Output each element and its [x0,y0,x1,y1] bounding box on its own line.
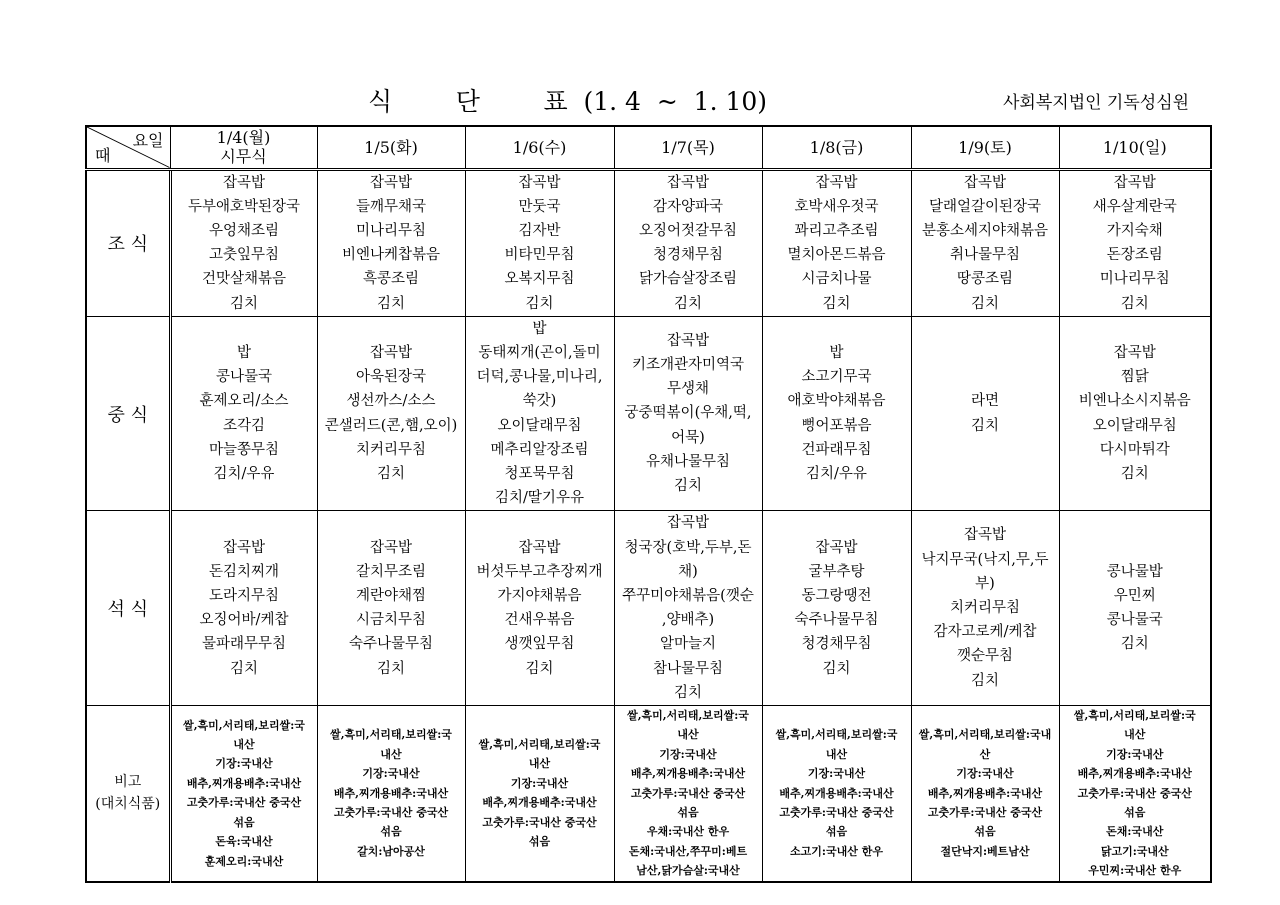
menu-item: 생선까스/소스 [346,393,436,410]
menu-cell [317,169,465,316]
menu-item: ,양배추) [661,612,715,629]
menu-item: 새우살계란국 [1092,198,1177,215]
menu-item: 오복지무침 [504,271,575,288]
meal-schedule-table [85,125,1212,883]
day-date: 1/7(목) [661,137,715,157]
menu-item: 쑥갓) [522,393,557,410]
note-line: 섞음 [233,815,255,829]
menu-item: 잡곡밥 [815,174,858,191]
note-line: 내산 [380,747,402,761]
note-line: 돈육:국내산 [215,835,273,849]
note-line: 닭고기:국내산 [1100,844,1169,858]
menu-items [1062,171,1209,316]
menu-item: 밥 [236,344,251,361]
menu-item: 낙지무국(낙지,무,두 [921,551,1049,568]
menu-item: 김치 [822,295,851,312]
menu-cell [911,511,1059,706]
menu-item: 쭈꾸미야채볶음(깻순 [622,587,754,604]
note-line: 배추,찌개용배추:국내산 [482,796,597,810]
dinner-row [86,511,1211,706]
menu-item: 궁중떡볶이(우채,떡, [624,405,752,422]
menu-item: 만둣국 [518,198,561,215]
menu-item: 돈김치찌개 [208,563,280,580]
note-line: 쌀,흑미,서리태,보리쌀:국 [330,728,452,742]
menu-item: 감자고로케/케찹 [933,624,1037,641]
note-line: 고춧가루:국내산 중국산 [482,815,597,829]
menu-item: 잡곡밥 [815,539,858,556]
menu-cell [465,316,614,511]
menu-item: 알마늘지 [659,636,717,653]
note-line: 쌀,흑미,서리태,보리쌀:국 [1073,708,1196,722]
menu-item: 청국장(호박,두부,돈 [624,539,752,556]
menu-item: 더덕,콩나물,미나리, [476,369,603,386]
note-line: 쌀,흑미,서리태,보리쌀:국 [183,718,305,732]
menu-items [914,389,1057,437]
menu-item: 버섯두부고추장찌개 [476,563,603,580]
menu-item: 굴부추탕 [808,563,865,580]
menu-item: 조각김 [222,417,266,434]
menu-item: 김치 [1120,465,1149,482]
menu-item: 부) [975,575,995,592]
note-line: 기장:국내산 [956,767,1014,781]
menu-cell [614,316,762,511]
day-date: 1/4(월) [216,128,271,148]
menu-items [320,171,463,316]
menu-item: 김치 [525,660,554,677]
note-line: 섞음 [528,835,551,849]
menu-item: 잡곡밥 [222,539,266,556]
menu-items [174,341,315,486]
note-line: 섞음 [825,825,848,839]
day-header [614,126,762,169]
menu-item: 마늘쫑무침 [208,441,280,458]
day-header [170,126,317,169]
menu-item: 잡곡밥 [666,332,710,349]
menu-item: 잡곡밥 [518,174,561,191]
menu-item: 닭가슴살장조림 [638,271,738,288]
day-header [762,126,911,169]
row-label-breakfast: 조 식 [86,169,170,316]
menu-cell [614,169,762,316]
menu-item: 콘샐러드(콘,햄,오이) [324,417,458,434]
menu-items [174,536,315,681]
origin-notes [468,735,612,851]
note-line: 기장:국내산 [362,767,420,781]
menu-item: 밥 [829,344,844,361]
note-line: 돈채:국내산,쭈꾸미:베트 [628,844,748,858]
menu-item: 건파래무침 [801,441,872,458]
origin-notes [320,725,463,861]
menu-cell [911,316,1059,511]
menu-items [320,341,463,486]
note-line: 쌀,흑미,서리태,보리쌀:국 [775,728,898,742]
menu-item: 훈제오리/소스 [199,393,289,410]
menu-item: 청포묵무침 [504,465,575,482]
note-line: 배추,찌개용배추:국내산 [186,776,302,790]
note-line: 기장:국내산 [510,776,569,790]
menu-item: 들깨무채국 [355,198,427,215]
notes-label-line2: (대치식품) [95,796,161,813]
menu-item: 잡곡밥 [1113,344,1156,361]
menu-item: 아욱된장국 [355,369,427,386]
menu-items [914,171,1057,316]
menu-items [617,329,760,498]
menu-item: 도라지무침 [208,587,280,604]
meal-time-heading: 때 [95,145,111,165]
menu-item: 멸치아몬드볶음 [787,247,886,264]
menu-cell [465,169,614,316]
menu-item: 호박새우젓국 [794,198,879,215]
menu-item: 가지숙채 [1106,222,1163,239]
note-line: 섞음 [1124,806,1146,819]
note-line: 기장:국내산 [215,757,273,771]
menu-item: 가지야채볶음 [497,587,582,604]
menu-item: 오징어젓갈무침 [638,222,738,239]
note-line: 고춧가루:국내산 중국산 [1077,786,1192,800]
menu-item: 김치 [673,295,702,312]
menu-items [765,536,909,681]
menu-item: 잡곡밥 [666,174,710,191]
notes-cell [762,705,911,881]
menu-item: 오이달래무침 [497,417,582,434]
day-header [1059,126,1211,169]
menu-item: 물파래무무침 [201,636,287,653]
menu-cell [762,511,911,706]
origin-notes [1062,706,1209,881]
menu-item: 숙주나물무침 [348,636,434,653]
weekday-heading: 요일 [132,131,164,150]
note-line: 기장:국내산 [807,767,866,781]
menu-items [1062,560,1209,657]
menu-item: 오징어바/케찹 [199,612,289,629]
day-event: 시무식 [220,147,267,167]
menu-item: 잡곡밥 [369,174,413,191]
menu-cell [170,316,317,511]
menu-item: 건새우볶음 [504,612,575,629]
menu-item: 김치/우유 [806,465,867,482]
menu-item: 비타민무침 [504,247,575,264]
menu-item: 김자반 [518,222,561,239]
note-line: 배추,찌개용배추:국내산 [333,786,449,800]
menu-item: 참나물무침 [652,660,724,677]
menu-cell [170,169,317,316]
menu-item: 잡곡밥 [1113,174,1156,191]
origin-notes [617,706,760,881]
note-line: 쌀,흑미,서리태,보리쌀:국 [478,738,601,752]
notes-cell [170,705,317,881]
note-line: 섞음 [677,806,699,819]
note-line: 내산 [1124,728,1146,742]
note-line: 내산 [677,728,699,742]
note-line: 훈제오리:국내산 [204,854,284,868]
menu-item: 콩나물국 [1106,612,1163,629]
menu-cell [1059,169,1211,316]
menu-item: 건맛살채볶음 [201,271,287,288]
note-line: 배추,찌개용배추:국내산 [630,767,746,781]
menu-items [468,317,612,511]
menu-cell [762,169,911,316]
menu-item: 김치 [525,295,554,312]
menu-item: 미나리무침 [355,222,427,239]
menu-item: 땅콩조림 [956,271,1014,288]
note-line: 기장:국내산 [1106,747,1164,761]
menu-item: 김치/우유 [213,465,275,482]
menu-item: 잡곡밥 [518,539,561,556]
notes-cell [1059,705,1211,881]
note-line: 갈치:남아공산 [357,844,425,858]
note-line: 내산 [825,747,848,761]
menu-cell [170,511,317,706]
day-header [911,126,1059,169]
menu-item: 달래얼갈이된장국 [928,198,1042,215]
menu-item: 취나물무침 [949,247,1021,264]
day-header [465,126,614,169]
notes-cell [911,705,1059,881]
menu-item: 김치 [970,417,999,434]
menu-item: 채) [678,563,698,580]
note-line: 고춧가루:국내산 중국산 [333,806,449,819]
note-line: 우채:국내산 한우 [646,825,730,839]
day-date: 1/8(금) [809,137,864,157]
day-date: 1/5(화) [364,137,418,157]
menu-item: 김치 [1120,295,1149,312]
menu-item: 깻순무침 [956,648,1014,665]
menu-item: 김치 [970,672,999,689]
menu-item: 잡곡밥 [963,527,1007,544]
note-line: 고춧가루:국내산 중국산 [186,796,302,810]
row-label-notes [86,705,170,881]
menu-items [320,536,463,681]
menu-item: 두부애호박된장국 [187,198,301,215]
menu-item: 어묵) [671,429,705,446]
menu-item: 다시마튀각 [1099,441,1170,458]
note-line: 배추,찌개용배추:국내산 [1077,767,1192,781]
note-line: 내산 [233,738,255,752]
note-line: 산 [979,747,991,761]
menu-item: 애호박야채볶음 [787,393,886,410]
menu-item: 소고기무국 [801,369,872,386]
menu-cell [911,169,1059,316]
menu-item: 숙주나물무침 [794,612,879,629]
origin-notes [765,725,909,861]
menu-item: 청경채무침 [652,247,724,264]
menu-item: 감자양파국 [652,198,724,215]
menu-item: 뻥어포볶음 [801,417,872,434]
menu-item: 치커리무침 [355,441,427,458]
menu-item: 분홍소세지야채볶음 [921,222,1049,239]
menu-cell [1059,316,1211,511]
menu-item: 비엔나케찹볶음 [341,247,441,264]
notes-label-line1: 비고 [114,774,142,791]
menu-item: 시금치나물 [801,271,872,288]
menu-item: 우민찌 [1113,587,1156,604]
menu-item: 잡곡밥 [369,344,413,361]
menu-item: 우엉채조림 [208,222,280,239]
menu-item: 청경채무침 [801,636,872,653]
notes-row [86,705,1211,881]
menu-items [468,171,612,316]
origin-notes [914,725,1057,861]
menu-item: 생깻잎무침 [504,636,575,653]
note-line: 쌀,흑미,서리태,보리쌀:국 [627,708,749,722]
menu-item: 김치 [376,660,405,677]
menu-item: 미나리무침 [1099,271,1170,288]
menu-item: 갈치무조림 [355,563,427,580]
menu-item: 키조개관자미역국 [631,357,745,374]
menu-item: 계란야채찜 [355,587,427,604]
header-row [86,126,1211,169]
menu-cell [317,511,465,706]
menu-item: 김치 [970,295,999,312]
menu-item: 메추리알장조림 [490,441,589,458]
menu-items [1062,341,1209,486]
menu-item: 김치 [229,660,258,677]
note-line: 배추,찌개용배추:국내산 [779,786,894,800]
note-line: 소고기:국내산 한우 [790,844,883,858]
menu-item: 잡곡밥 [222,174,266,191]
menu-items [765,341,909,486]
menu-item: 흑콩조림 [362,271,420,288]
menu-item: 콩나물국 [215,369,273,386]
note-line: 내산 [528,757,551,771]
menu-items [765,171,909,316]
note-line: 고춧가루:국내산 중국산 [630,786,746,800]
menu-item: 비엔나소시지볶음 [1078,393,1191,410]
menu-items [914,523,1057,692]
menu-item: 꽈리고추조림 [794,222,879,239]
menu-item: 시금치무침 [355,612,427,629]
menu-cell [317,316,465,511]
menu-cell [614,511,762,706]
menu-item: 돈장조림 [1106,247,1163,264]
menu-item: 김치 [1120,636,1149,653]
menu-items [468,536,612,681]
row-label-lunch: 중 식 [86,316,170,511]
day-header [317,126,465,169]
menu-item: 동그랑땡전 [801,587,872,604]
menu-item: 잡곡밥 [666,515,710,532]
menu-items [174,171,315,316]
origin-notes [174,716,315,871]
menu-item: 찜닭 [1120,369,1149,386]
menu-cell [762,316,911,511]
notes-cell [614,705,762,881]
menu-items [617,511,760,705]
menu-item: 김치/딸기우유 [495,490,584,507]
organization-name: 사회복지법인 기독성심원 [1003,93,1190,113]
menu-cell [1059,511,1211,706]
page-title: 식 단 표 (1. 4 ~ 1. 10) [368,87,768,116]
menu-item: 김치 [376,465,405,482]
menu-item: 김치 [673,684,702,701]
day-date: 1/9(토) [958,137,1012,157]
notes-cell [317,705,465,881]
menu-item: 유채나물무침 [645,453,731,470]
note-line: 절단낙지:베트남산 [940,844,1030,858]
menu-item: 잡곡밥 [369,539,413,556]
menu-item: 김치 [673,478,702,495]
menu-item: 라면 [970,393,999,410]
menu-item: 김치 [376,295,405,312]
menu-item: 김치 [822,660,851,677]
note-line: 돈채:국내산 [1106,825,1164,839]
menu-item: 동태찌개(곤이,돌미 [478,344,601,361]
menu-item: 고춧잎무침 [208,247,280,264]
note-line: 쌀,흑미,서리태,보리쌀:국내 [918,728,1052,742]
corner-cell [86,126,170,169]
day-date: 1/10(일) [1102,137,1167,157]
day-date: 1/6(수) [512,137,567,157]
menu-item: 콩나물밥 [1106,563,1163,580]
notes-cell [465,705,614,881]
row-label-dinner: 석 식 [86,511,170,706]
note-line: 기장:국내산 [659,747,717,761]
lunch-row [86,316,1211,511]
menu-item: 김치 [229,295,258,312]
note-line: 고춧가루:국내산 중국산 [779,806,894,819]
note-line: 배추,찌개용배추:국내산 [927,786,1043,800]
menu-item: 무생채 [666,381,710,398]
menu-item: 오이달래무침 [1092,417,1177,434]
note-line: 우민찌:국내산 한우 [1088,864,1182,878]
menu-item: 밥 [532,320,547,337]
menu-items [617,171,760,316]
note-line: 남산,닭가슴살:국내산 [636,864,740,878]
note-line: 섞음 [974,825,996,839]
note-line: 섞음 [380,825,402,839]
menu-item: 잡곡밥 [963,174,1007,191]
breakfast-row [86,169,1211,316]
note-line: 고춧가루:국내산 중국산 [927,806,1043,819]
menu-cell [465,511,614,706]
menu-item: 치커리무침 [949,600,1021,617]
